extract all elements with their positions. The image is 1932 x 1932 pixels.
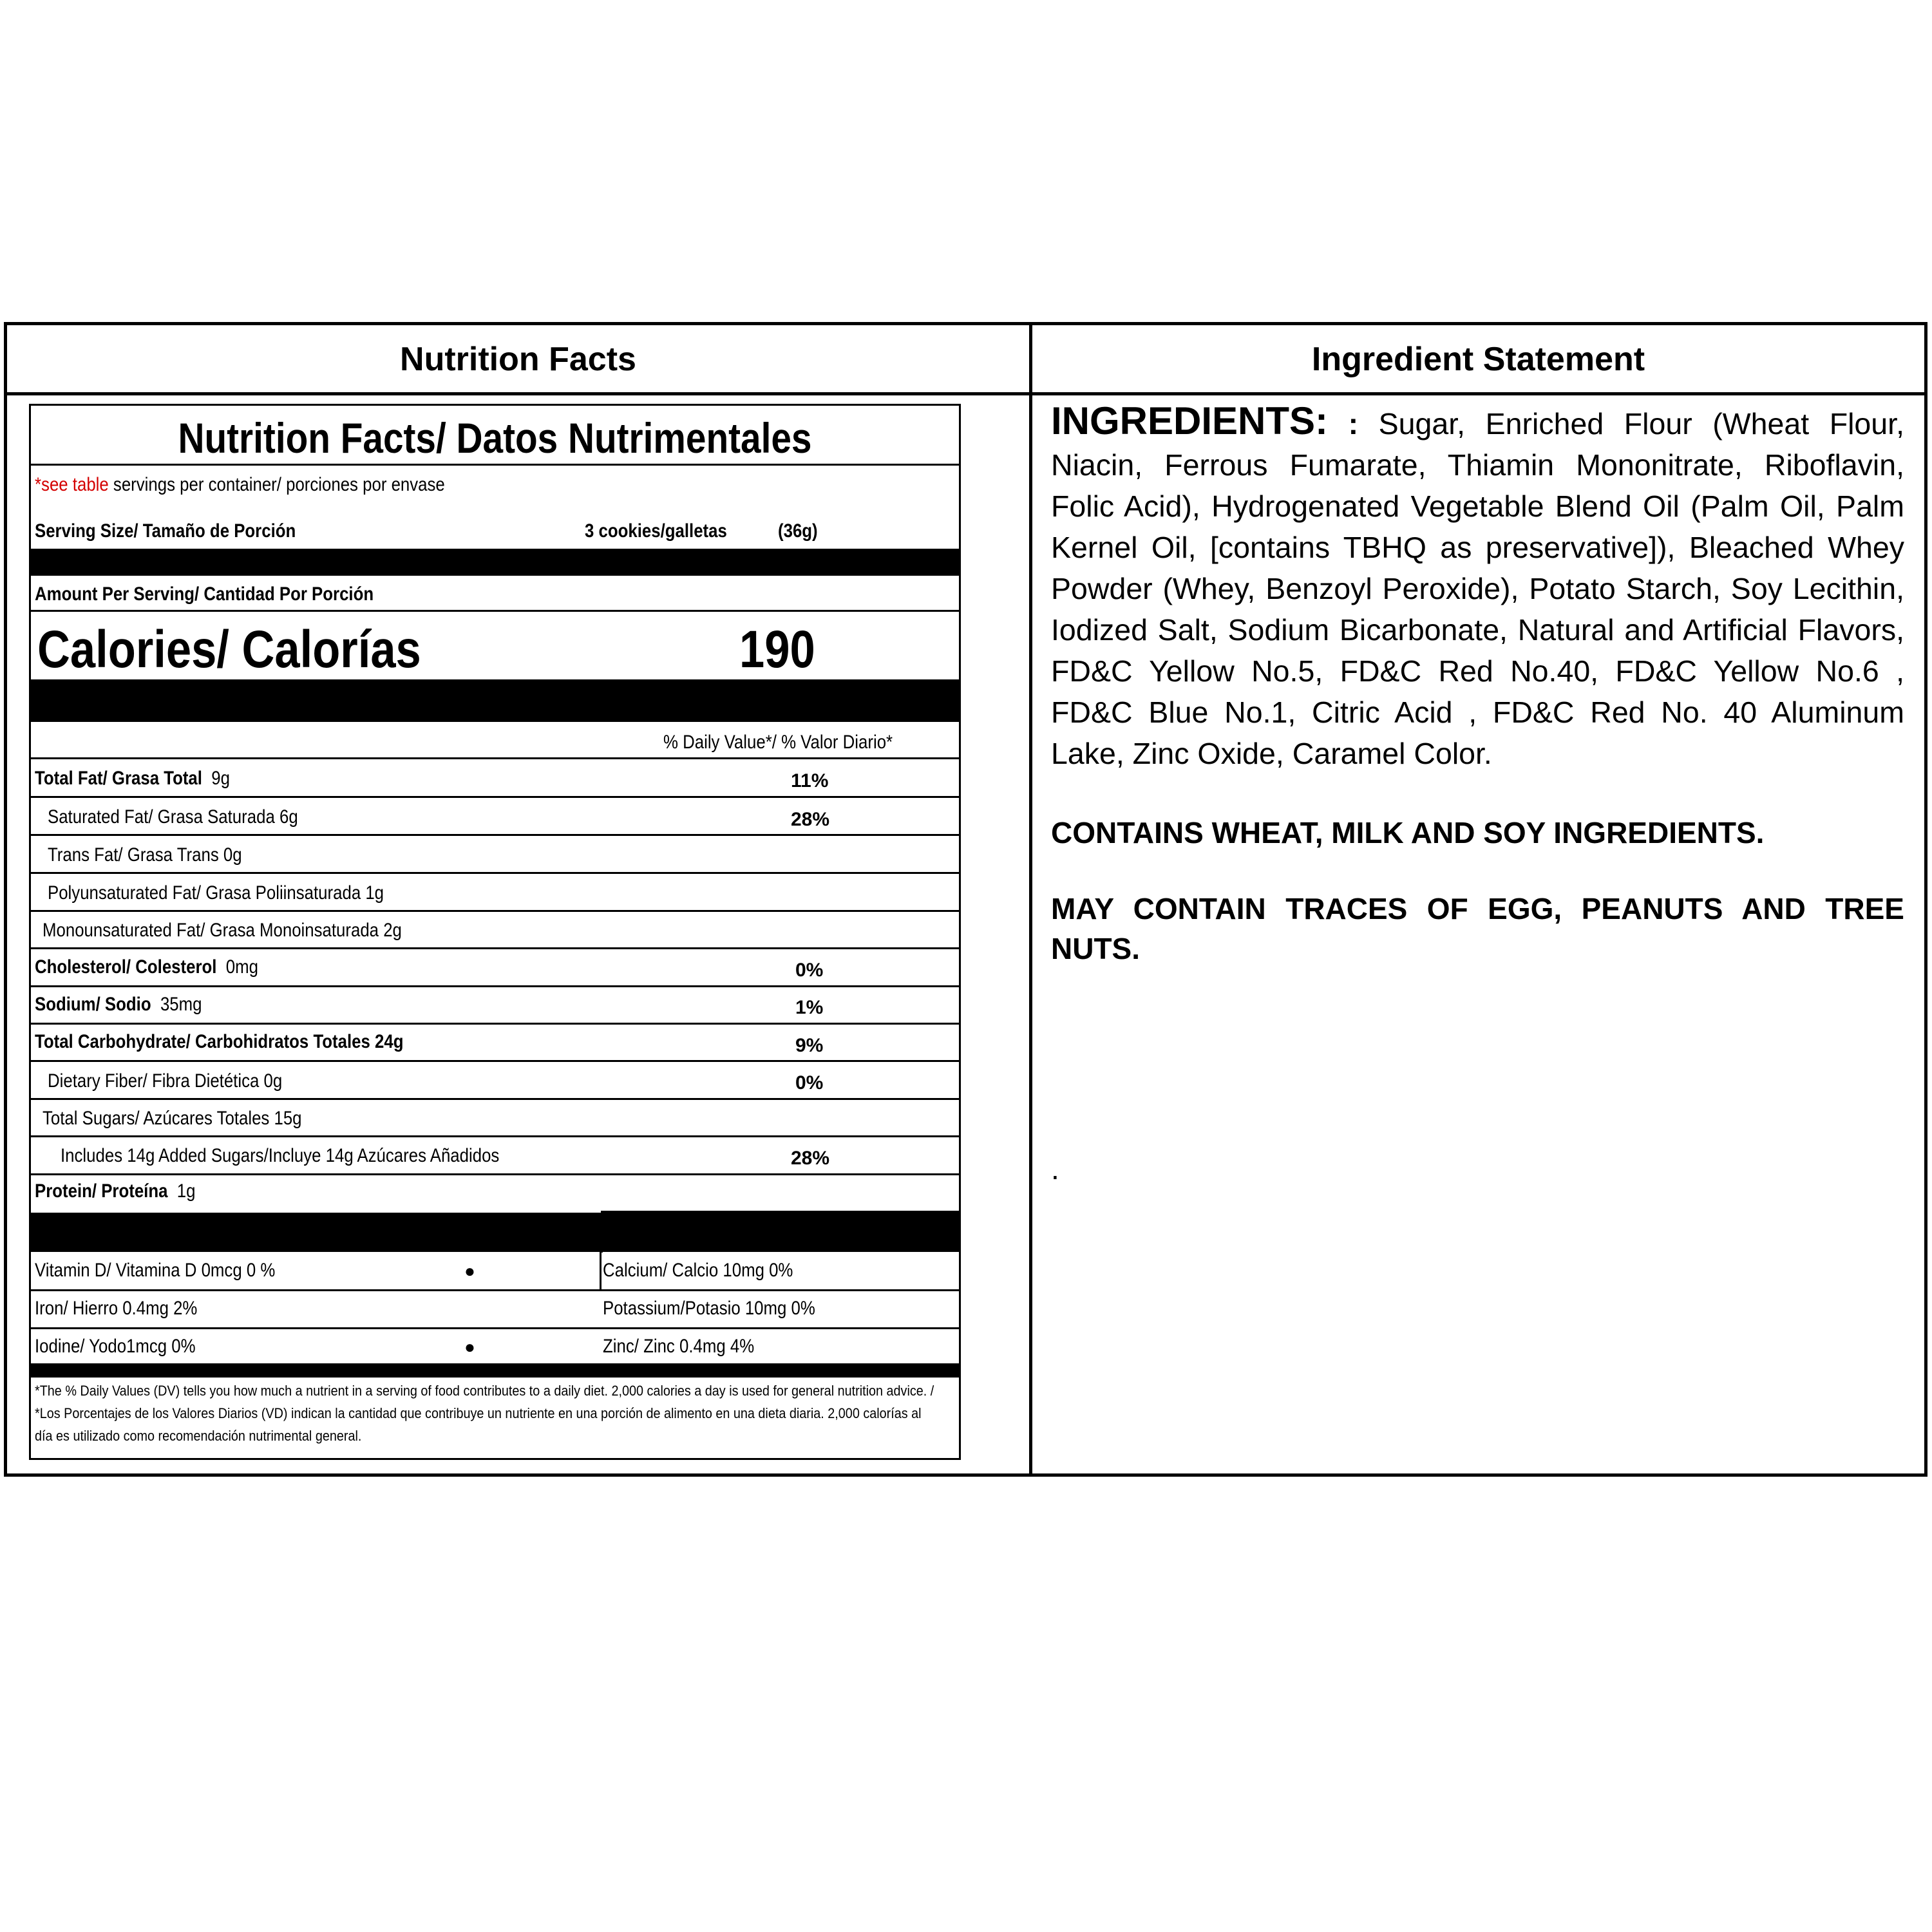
daily-value-footnote: *The % Daily Values (DV) tells you how much a nutrient in a serving of food contributes to a daily diet. 2,000 calories a day is used for general nutrition advice. / *Los Porcentajes de los Valores Diarios (VD) indican la cantidad que contribuye un nutriente en una porción de alimento en una dieta diaria. 2,000 calorías al día es utilizado como recomendación nutrimental general. <box>35 1383 934 1444</box>
calories-value: 190 <box>739 620 815 679</box>
nutrient-monounsaturated-fat: Monounsaturated Fat/ Grasa Monoinsaturada 2g <box>43 920 402 941</box>
thick-bar <box>31 1363 959 1378</box>
ingredients-list: Sugar, Enriched Flour (Wheat Flour, Niacin, Ferrous Fumarate, Thiamin Mononitrate, Riboflavin, Folic Acid), Hydrogenated Vegetable Blend Oil (Palm Oil, Palm Kernel Oil, [contains TBHQ as preservative]), Bleached Whey Powder (Whey, Benzoyl Peroxide), Potato Starch, Soy Lecithin, Iodized Salt, Sodium Bicarbonate, Natural and Artificial Flavors, FD&C Yellow No.5, FD&C Red No.40, FD&C Yellow No.6 , FD&C Blue No.1, Citric Acid , FD&C Red No. 40 Aluminum Lake, Zinc Oxide, Caramel Color. <box>1051 407 1904 770</box>
divider <box>31 1098 959 1100</box>
nutrition-label <box>29 404 961 1460</box>
divider <box>31 1327 959 1329</box>
may-contain-allergens: MAY CONTAIN TRACES OF EGG, PEANUTS AND TREE NUTS. <box>1051 892 1904 965</box>
contains-allergens: CONTAINS WHEAT, MILK AND SOY INGREDIENTS. <box>1051 816 1765 849</box>
vitamin-d: Vitamin D/ Vitamina D 0mcg 0 % <box>35 1260 276 1281</box>
trailing-dot: . <box>1051 1152 1059 1186</box>
calories-label: Calories/ Calorías <box>37 620 421 679</box>
nutrient-total-sugars: Total Sugars/ Azúcares Totales 15g <box>43 1108 302 1129</box>
nutrient-protein: Protein/ Proteína 1g <box>35 1180 196 1202</box>
dv-total-carbohydrate: 9% <box>795 1035 824 1056</box>
divider <box>31 947 959 949</box>
label-title: Nutrition Facts/ Datos Nutrimentales <box>178 414 812 462</box>
nutrient-cholesterol: Cholesterol/ Colesterol 0mg <box>35 956 258 978</box>
thick-bar <box>31 1211 959 1252</box>
column-divider <box>1029 325 1032 1473</box>
servings-per-container: *see table servings per container/ porciones por envase <box>35 474 445 495</box>
divider <box>31 1173 959 1175</box>
divider <box>31 1060 959 1062</box>
vitamin-col-divider <box>600 1252 601 1290</box>
nutrient-saturated-fat: Saturated Fat/ Grasa Saturada 6g <box>48 806 298 828</box>
dv-cholesterol: 0% <box>795 960 824 981</box>
serving-size-value: 3 cookies/galletas <box>585 520 727 542</box>
nutrient-total-fat: Total Fat/ Grasa Total 9g <box>35 768 231 789</box>
divider <box>31 757 959 759</box>
iodine: Iodine/ Yodo1mcg 0% <box>35 1336 196 1357</box>
divider <box>31 796 959 798</box>
nutrient-sodium: Sodium/ Sodio 35mg <box>35 994 202 1015</box>
nutrition-facts-column-header: Nutrition Facts <box>400 340 636 378</box>
dv-added-sugars: 28% <box>791 1148 830 1169</box>
divider <box>31 834 959 836</box>
nutrient-total-carbohydrate: Total Carbohydrate/ Carbohidratos Totales 24g <box>35 1031 404 1052</box>
bar-notch-edge <box>601 1211 603 1253</box>
nutrient-polyunsaturated-fat: Polyunsaturated Fat/ Grasa Poliinsaturada 1g <box>48 882 384 904</box>
ingredients-heading: INGREDIENTS: <box>1051 399 1329 442</box>
divider <box>31 610 959 612</box>
see-table-note: *see table <box>35 474 109 495</box>
serving-size-grams: (36g) <box>778 520 818 542</box>
divider <box>31 910 959 912</box>
thick-bar <box>31 679 959 722</box>
header-divider <box>7 392 1924 395</box>
dv-sodium: 1% <box>795 997 824 1018</box>
dv-total-fat: 11% <box>791 770 829 791</box>
bullet-separator: ● <box>464 1261 475 1281</box>
thick-bar <box>31 549 959 576</box>
calcium: Calcium/ Calcio 10mg 0% <box>603 1260 793 1281</box>
dv-saturated-fat: 28% <box>791 809 830 830</box>
divider <box>31 872 959 874</box>
zinc: Zinc/ Zinc 0.4mg 4% <box>603 1336 755 1357</box>
divider <box>31 1289 959 1291</box>
ingredient-statement-column-header: Ingredient Statement <box>1311 340 1645 378</box>
nutrient-dietary-fiber: Dietary Fiber/ Fibra Dietética 0g <box>48 1070 283 1092</box>
ingredient-statement: INGREDIENTS: : Sugar, Enriched Flour (Wheat Flour, Niacin, Ferrous Fumarate, Thiamin Mononitrate, Riboflavin, Folic Acid), Hydrogenated Vegetable Blend Oil (Palm Oil, Palm Kernel Oil, [contains TBHQ as preservative]), Bleached Whey Powder (Whey, Benzoyl Peroxide), Potato Starch, Soy Lecithin, Iodized Salt, Sodium Bicarbonate, Natural and Artificial Flavors, FD&C Yellow No.5, FD&C Red No.40, FD&C Yellow No.6 , FD&C Blue No.1, Citric Acid , FD&C Red No. 40 Aluminum Lake, Zinc Oxide, Caramel Color. <box>1051 399 1904 770</box>
bullet-separator: ● <box>464 1337 475 1357</box>
iron: Iron/ Hierro 0.4mg 2% <box>35 1298 198 1319</box>
divider <box>31 1023 959 1025</box>
serving-size-label: Serving Size/ Tamaño de Porción <box>35 520 296 542</box>
daily-value-header: % Daily Value*/ % Valor Diario* <box>663 732 893 753</box>
divider <box>31 1135 959 1137</box>
amount-per-serving: Amount Per Serving/ Cantidad Por Porción <box>35 583 374 605</box>
dv-dietary-fiber: 0% <box>795 1072 824 1094</box>
nutrient-trans-fat: Trans Fat/ Grasa Trans 0g <box>48 844 242 866</box>
divider <box>31 464 959 466</box>
nutrient-added-sugars: Includes 14g Added Sugars/Incluye 14g Azúcares Añadidos <box>61 1145 500 1166</box>
divider <box>31 985 959 987</box>
potassium: Potassium/Potasio 10mg 0% <box>603 1298 815 1319</box>
bar-notch <box>31 1211 601 1213</box>
